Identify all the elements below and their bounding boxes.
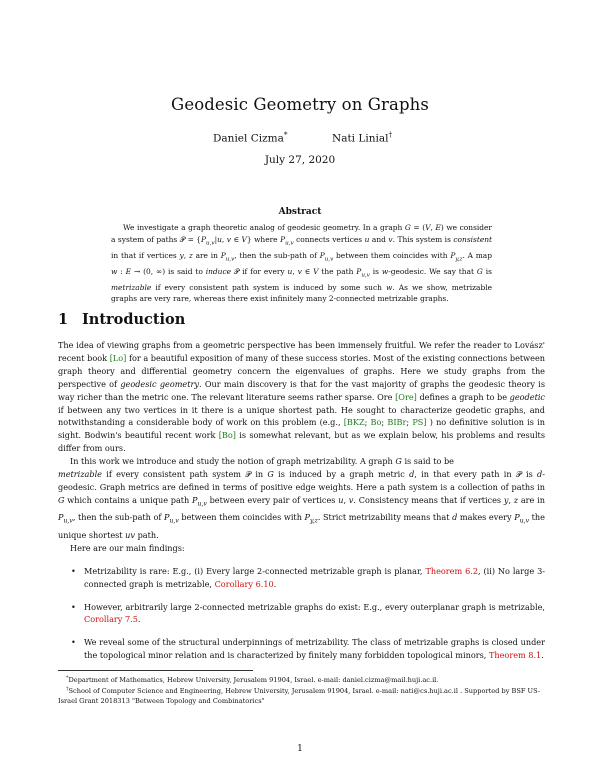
ref-corollary-7-5[interactable]: Corollary 7.5 bbox=[84, 614, 138, 625]
introduction-body bbox=[58, 339, 545, 662]
citation-bo-2[interactable]: [Bo] bbox=[218, 430, 236, 441]
term-induce: induce bbox=[205, 266, 232, 276]
citation-bkz[interactable]: [BKZ bbox=[343, 417, 365, 428]
footnotes bbox=[58, 674, 548, 706]
ref-theorem-8-1[interactable]: Theorem 8.1 bbox=[488, 650, 542, 661]
intro-paragraph-1: The idea of viewing graphs from a geometric perspective has been immensely fruitful. We refer the reader to Lovász' recent book [Lo] for a beautiful exposition of many of these success stories. Most of the existing connections between graph theory and differential geometry concern the eigenvalues of graphs. Here we study graphs from the perspective of geodesic geometry. Our main discovery is that for the vast majority of graphs the geodesic theory is way richer than the metric one. The relevant literature seems rather sparse. Ore [Ore] defines a graph to be geodetic if between any two vertices in it there is a unique shortest path. He sought to characterize geodetic graphs, and notwithstanding a considerable body of work on this problem (e.g., [BKZ; Bo; BIBr; PS] ) no definitive solution is in sight. Bodwin's beautiful recent work [Bo] is somewhat relevant, but as we explain below, his problems and results differ from ours. bbox=[58, 340, 545, 454]
citation-ps[interactable]: PS] bbox=[412, 417, 427, 428]
term-metrizable: metrizable bbox=[111, 282, 152, 292]
ref-theorem-6-2[interactable]: Theorem 6.2 bbox=[425, 565, 479, 576]
citation-bo[interactable]: Bo bbox=[370, 417, 382, 428]
author-name: Daniel Cizma bbox=[213, 132, 284, 145]
list-item: • However, arbitrarily large 2-connected metrizable graphs do exist: E.g., every outerplanar graph is metrizable, Corollary 7.5. bbox=[71, 601, 545, 625]
list-item: • Metrizability is rare: E.g., (i) Every large 2-connected metrizable graph is planar, Theorem 6.2, (ii) No large 3-connected graph is metrizable, Corollary 6.10. bbox=[71, 565, 545, 589]
findings-list bbox=[58, 565, 545, 662]
paper-date: July 27, 2020 bbox=[264, 154, 336, 166]
footnote-2: †School of Computer Science and Engineering, Hebrew University, Jerusalem 91904, Israel. e-mail: nati@cs.huji.ac.il . Supported by BSF US-Israel Grant 2018313 "Between Topology and Combinatorics" bbox=[58, 686, 541, 705]
citation-bibr[interactable]: BIBr bbox=[387, 417, 407, 428]
ref-corollary-6-10[interactable]: Corollary 6.10 bbox=[214, 578, 274, 589]
bullet-icon: • bbox=[71, 637, 76, 648]
section-number: 1 bbox=[58, 311, 69, 328]
author-name: Nati Linial bbox=[332, 132, 389, 145]
author-cizma bbox=[213, 130, 288, 145]
footnote-1: *Department of Mathematics, Hebrew University, Jerusalem 91904, Israel. e-mail: daniel.cizma@mail.huji.ac.il. bbox=[66, 675, 439, 685]
section-heading-introduction bbox=[58, 311, 185, 328]
author-linial bbox=[332, 130, 392, 145]
list-item: • We reveal some of the structural underpinnings of metrizability. The class of metrizable graphs is closed under the topological minor relation and is characterized by finitely many forbidden topological minors, Theorem 8.1. bbox=[71, 637, 545, 661]
abstract-paragraph: We investigate a graph theoretic analog of geodesic geometry. In a graph G = (V, E) we consider a system of paths 𝒫 = {$P_{u,v}|u$, v ∈ V} where $P_{u,v}$ connects vertices u and v. This system is consistent in that if vertices y, z are in $P_{u,v}$, then the sub-path of $P_{u,v}$ between them coincides with $P_{y,z}$. A map w : E → (0, ∞) is said to induce 𝒫 if for every u, v ∈ V the path $P_{u,v}$ is w-geodesic. We say that G is metrizable if every consistent path system is induced by some such w. As we show, metrizable graphs are very rare, whereas there exist infinitely many 2-connected metrizable graphs. bbox=[111, 223, 493, 304]
abstract-heading: Abstract bbox=[278, 207, 322, 217]
footnote-mark: * bbox=[283, 130, 288, 139]
abstract-body bbox=[111, 222, 492, 305]
footnote-mark: † bbox=[388, 130, 393, 139]
intro-paragraph-2: In this work we introduce and study the notion of graph metrizability. A graph G is said to be metrizable if every consistent path system 𝒫 in G is induced by a graph metric d, in that every path in 𝒫 is d-geodesic. Graph metrics are defined in terms of positive edge weights. Here a path system is a collection of paths in G which contains a unique path $P_{u,v}$ between every pair of vertices u, v. Consistency means that if vertices y, z are in $P_{u,v}$, then the sub-path of $P_{u,v}$ between them coincides with $P_{y,z}$. Strict metrizability means that d makes every $P_{u,v}$ the unique shortest uv path. bbox=[58, 456, 545, 540]
section-title: Introduction bbox=[82, 311, 186, 328]
page-number: 1 bbox=[297, 744, 303, 754]
citation-ore[interactable]: [Ore] bbox=[395, 391, 417, 402]
citation-lo[interactable]: [Lo] bbox=[109, 352, 127, 363]
bullet-icon: • bbox=[71, 565, 76, 576]
term-consistent: consistent bbox=[453, 234, 493, 244]
intro-paragraph-3: Here are our main findings: bbox=[70, 542, 185, 553]
footnote-rule bbox=[58, 670, 253, 671]
paper-title: Geodesic Geometry on Graphs bbox=[171, 95, 429, 114]
bullet-icon: • bbox=[71, 601, 76, 612]
